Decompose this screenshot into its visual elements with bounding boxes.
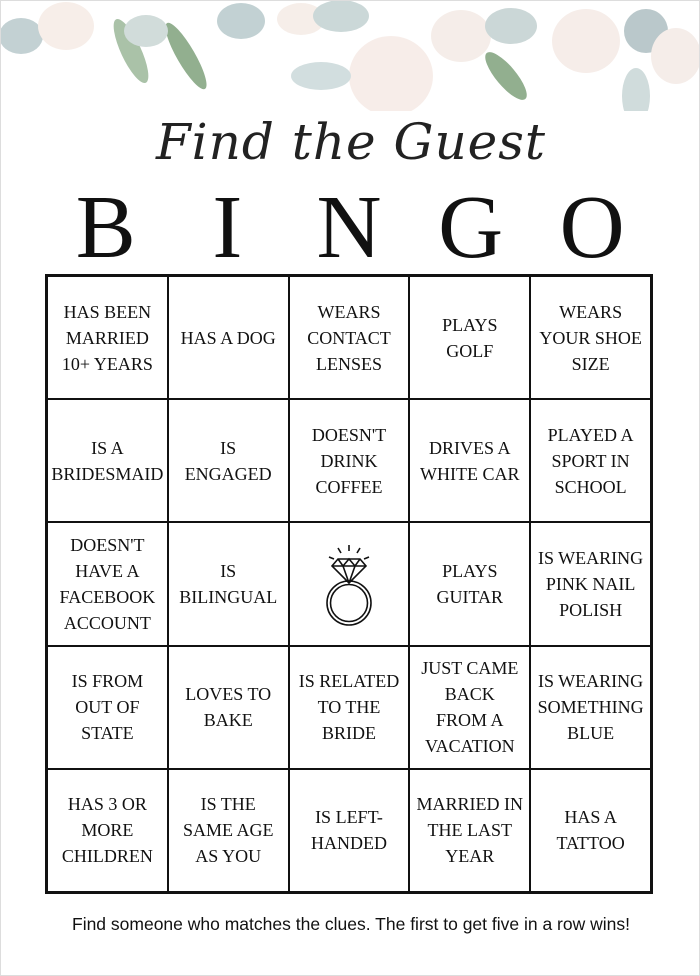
bingo-cell[interactable]: HAS 3 OR MORE CHILDREN xyxy=(47,769,168,892)
bingo-cell[interactable]: HAS A DOG xyxy=(168,276,289,399)
bingo-cell[interactable]: IS A BRIDESMAID xyxy=(47,399,168,522)
bingo-cell[interactable]: DRIVES A WHITE CAR xyxy=(409,399,530,522)
bingo-letter: N xyxy=(316,178,382,277)
free-space-cell[interactable] xyxy=(289,522,410,645)
diamond-ring-icon xyxy=(314,539,384,629)
bingo-cell[interactable]: IS BILINGUAL xyxy=(168,522,289,645)
bingo-cell[interactable]: DOESN'T HAVE A FACEBOOK ACCOUNT xyxy=(47,522,168,645)
bingo-cell[interactable]: IS LEFT- HANDED xyxy=(289,769,410,892)
bingo-cell[interactable]: DOESN'T DRINK COFFEE xyxy=(289,399,410,522)
bingo-letter: B xyxy=(75,178,136,277)
bingo-cell[interactable]: IS THE SAME AGE AS YOU xyxy=(168,769,289,892)
title-find-the-guest: Find the Guest xyxy=(155,113,547,171)
bingo-cell[interactable]: JUST CAME BACK FROM A VACATION xyxy=(409,646,530,769)
bingo-header xyxy=(45,178,653,277)
bingo-cell[interactable]: PLAYS GUITAR xyxy=(409,522,530,645)
bingo-cell[interactable]: PLAYED A SPORT IN SCHOOL xyxy=(530,399,651,522)
bingo-letter: I xyxy=(212,178,243,277)
bingo-cell[interactable]: HAS A TATTOO xyxy=(530,769,651,892)
bingo-cell[interactable]: IS RELATED TO THE BRIDE xyxy=(289,646,410,769)
bingo-grid xyxy=(45,274,653,894)
bingo-cell[interactable]: HAS BEEN MARRIED 10+ YEARS xyxy=(47,276,168,399)
bingo-cell[interactable]: PLAYS GOLF xyxy=(409,276,530,399)
bingo-cell[interactable]: WEARS CONTACT LENSES xyxy=(289,276,410,399)
bingo-cell[interactable]: LOVES TO BAKE xyxy=(168,646,289,769)
bingo-cell[interactable]: IS WEARING PINK NAIL POLISH xyxy=(530,522,651,645)
bingo-cell[interactable]: IS FROM OUT OF STATE xyxy=(47,646,168,769)
bingo-cell[interactable]: IS WEARING SOMETHING BLUE xyxy=(530,646,651,769)
bingo-cell[interactable]: MARRIED IN THE LAST YEAR xyxy=(409,769,530,892)
bingo-cell[interactable]: IS ENGAGED xyxy=(168,399,289,522)
bingo-cell[interactable]: WEARS YOUR SHOE SIZE xyxy=(530,276,651,399)
instructions: Find someone who matches the clues. The first to get five in a row wins! xyxy=(72,914,630,934)
bingo-letter: G xyxy=(438,178,504,277)
bingo-letter: O xyxy=(559,178,625,277)
floral-border-decoration xyxy=(1,1,700,111)
